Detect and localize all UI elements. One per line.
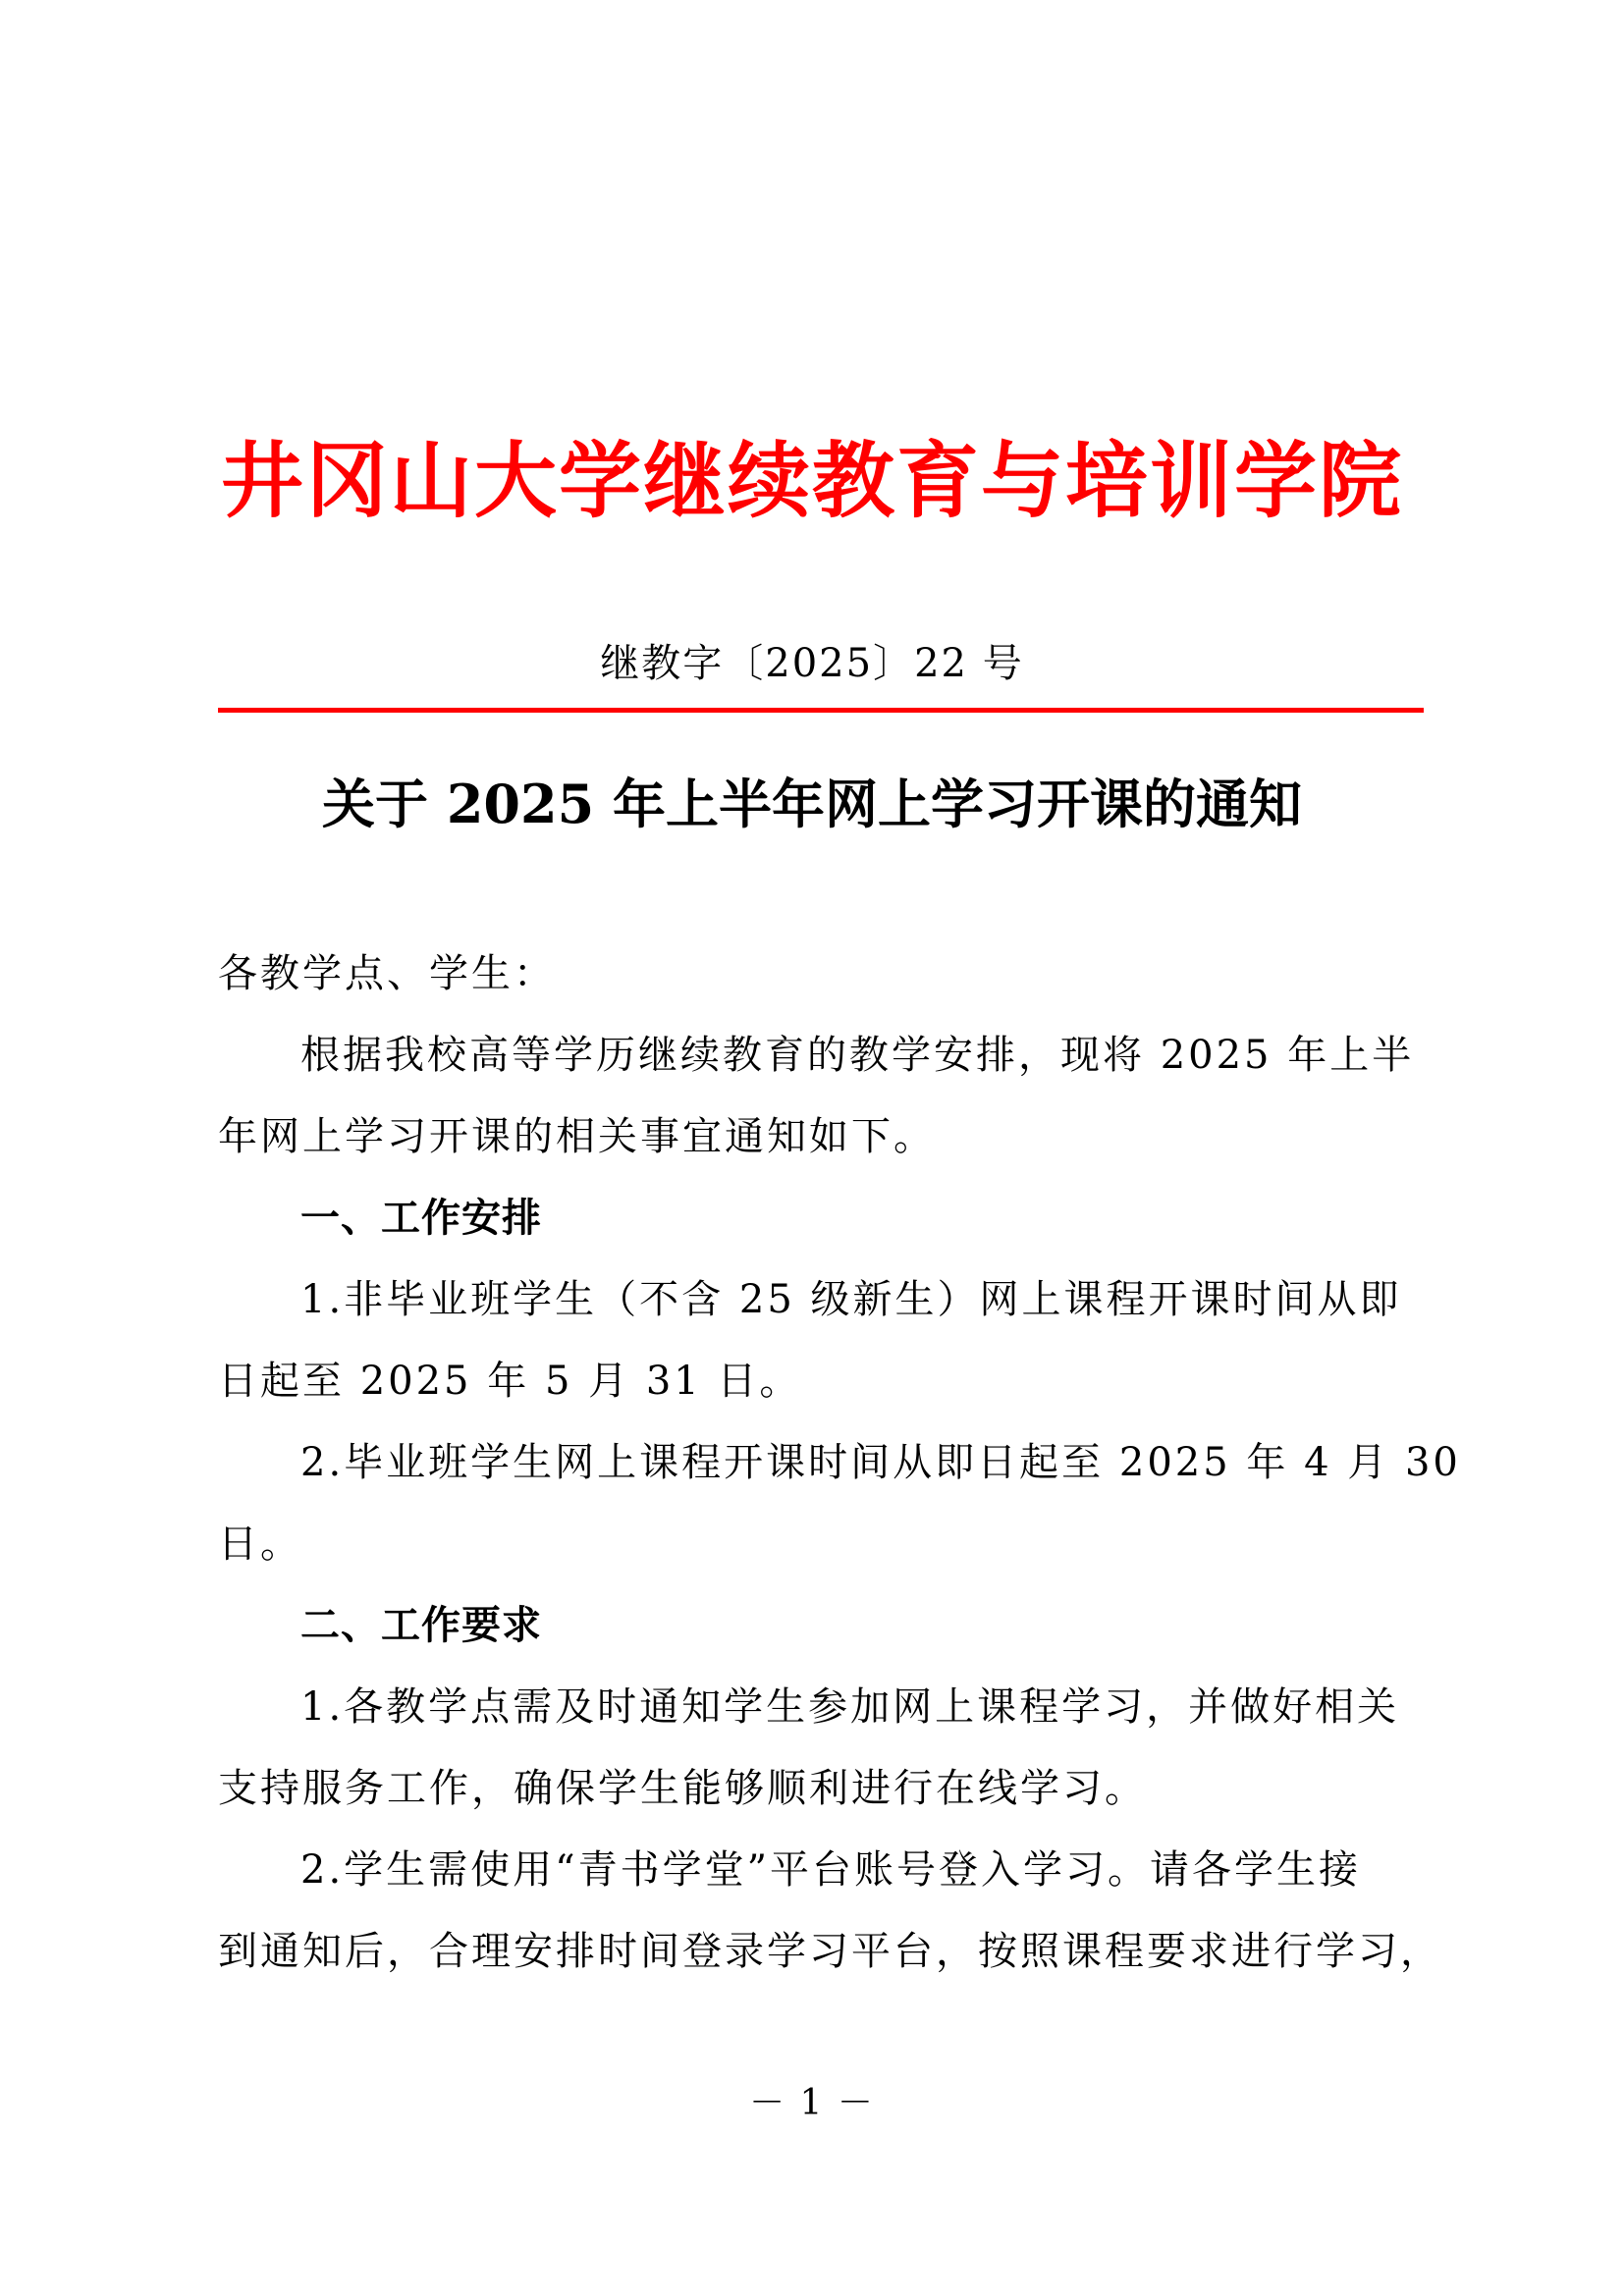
- section2-item2-line-1: 2.学生需使用“青书学堂”平台账号登入学习。请各学生接: [300, 1847, 1362, 1893]
- section2-item1-line-1: 1.各教学点需及时通知学生参加网上课程学习，并做好相关: [300, 1684, 1400, 1730]
- red-divider-line: [218, 708, 1424, 713]
- section2-item1-line-2: 支持服务工作，确保学生能够顺利进行在线学习。: [218, 1766, 1147, 1811]
- section-heading-1: 一、工作安排: [300, 1196, 542, 1241]
- section-heading-2: 二、工作要求: [300, 1603, 542, 1648]
- notice-title: 关于 2025 年上半年网上学习开课的通知: [322, 773, 1302, 835]
- page-number: － 1 －: [749, 2083, 875, 2123]
- document-number: 继教字〔2025〕22 号: [600, 641, 1024, 686]
- section1-item2-line-2: 日。: [218, 1522, 302, 1567]
- section1-item2-line-1: 2.毕业班学生网上课程开课时间从即日起至 2025 年 4 月 30: [300, 1440, 1461, 1485]
- section1-item1-line-2: 日起至 2025 年 5 月 31 日。: [218, 1359, 802, 1404]
- intro-line-1: 根据我校高等学历继续教育的教学安排，现将 2025 年上半: [300, 1033, 1415, 1078]
- section2-item2-line-2: 到通知后，合理安排时间登录学习平台，按照课程要求进行学习，: [218, 1929, 1442, 1974]
- org-masthead: 井冈山大学继续教育与培训学院: [220, 432, 1403, 529]
- intro-line-2: 年网上学习开课的相关事宜通知如下。: [218, 1114, 936, 1159]
- salutation: 各教学点、学生：: [218, 951, 556, 996]
- section1-item1-line-1: 1.非毕业班学生（不含 25 级新生）网上课程开课时间从即: [300, 1277, 1402, 1322]
